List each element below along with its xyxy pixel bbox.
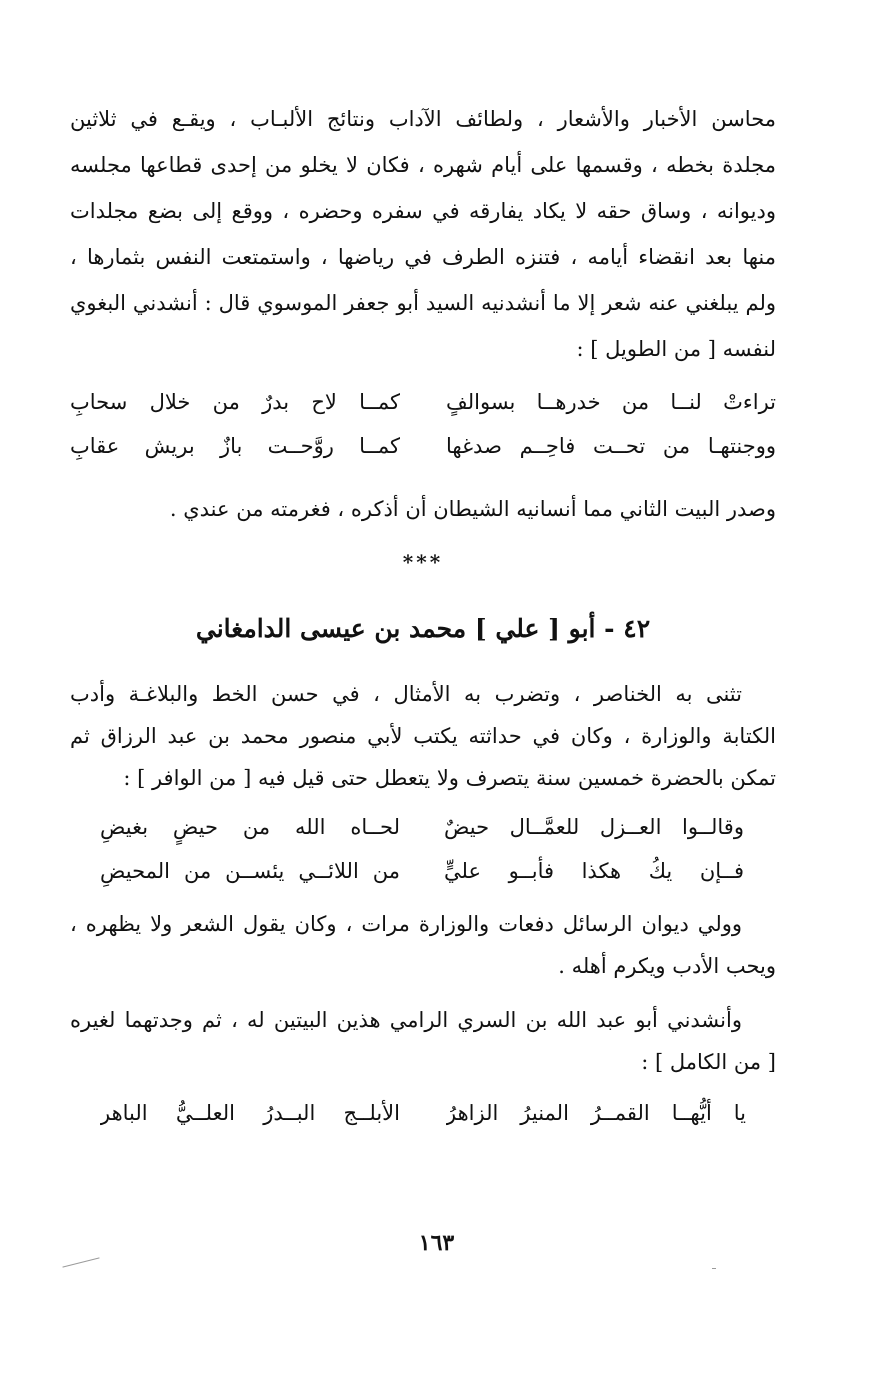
paragraph-2 <box>70 486 776 532</box>
verse-first-hemistich: وقالــوا العــزل للعمَّــال حيضٌ <box>444 815 744 839</box>
text-line: وأنشدني أبو عبد الله بن السري الرامي هذين البيتين له ، ثم وجدتهما لغيره <box>70 1008 742 1032</box>
paragraph-4 <box>70 903 776 987</box>
paragraph-3 <box>70 673 776 799</box>
verse-second-hemistich: كمــا لاح بدرٌ من خلال سحابِ <box>70 390 400 414</box>
verse-line <box>100 805 744 849</box>
text-line: وصدر البيت الثاني مما أنسانيه الشيطان أن أذكره ، فغرمته من عندي . <box>169 497 776 521</box>
text-line: لنفسه [ من الطويل ] : <box>576 337 776 361</box>
verse-line <box>70 424 776 468</box>
poem-verses-2 <box>70 805 776 893</box>
book-page <box>70 96 776 1135</box>
verse-second-hemistich: الأبلــج البــدرُ العلــيُّ الباهر <box>100 1101 400 1125</box>
page-number: ١٦٣ <box>418 1230 455 1256</box>
text-line: الكتابة والوزارة ، وكان في حداثته يكتب لأبي منصور محمد بن عبد الرزاق ثم <box>70 724 776 748</box>
text-line: وديوانه ، وساق حقه لا يكاد يفارقه في سفره وحضره ، ووقع إلى بضع مجلدات <box>70 199 776 223</box>
text-line: تثنى به الخناصر ، وتضرب به الأمثال ، في حسن الخط والبلاغـة وأدب <box>70 682 742 706</box>
scan-mark <box>712 1268 716 1269</box>
section-separator: *** <box>402 550 444 574</box>
poem-verses-1 <box>70 380 776 468</box>
verse-first-hemistich: تراءتْ لنــا من خدرهــا بسوالفٍ <box>446 390 776 414</box>
text-line: منها بعد انقضاء أيامه ، فتنزه الطرف في رياضها ، واستمتعت النفس بثمارها ، <box>70 245 776 269</box>
text-line: تمكن بالحضرة خمسين سنة يتصرف ولا يتعطل حتى قيل فيه [ من الوافر ] : <box>123 766 776 790</box>
verse-first-hemistich: يا أيُّهــا القمــرُ المنيرُ الزاهرُ <box>446 1101 746 1125</box>
verse-first-hemistich: فــإن يكُ هكذا فأبــو عليٍّ <box>444 859 744 883</box>
verse-second-hemistich: كمــا روَّحــت بازٌ بريش عقابِ <box>70 434 400 458</box>
text-line: [ من الكامل ] : <box>641 1050 776 1074</box>
verse-line <box>100 849 744 893</box>
section-heading: ٤٢ - أبو [ علي ] محمد بن عيسى الدامغاني <box>195 614 651 643</box>
verse-line <box>100 1091 746 1135</box>
text-line: مجلدة بخطه ، وقسمها على أيام شهره ، فكان لا يخلو من إحدى قطاعها مجلسه <box>70 153 776 177</box>
verse-line <box>70 380 776 424</box>
verse-second-hemistich: من اللائــي يئســن من المحيضِ <box>100 859 400 883</box>
scan-mark <box>62 1257 99 1267</box>
text-line: محاسن الأخبار والأشعار ، ولطائف الآداب ونتائج الألبـاب ، ويقـع في ثلاثين <box>70 107 776 131</box>
text-line: وولي ديوان الرسائل دفعات والوزارة مرات ، وكان يقول الشعر ولا يظهره ، <box>70 912 742 936</box>
verse-first-hemistich: ووجنتهـا من تحــت فاحِــم صدغها <box>446 434 776 458</box>
poem-verses-3 <box>70 1091 776 1135</box>
verse-second-hemistich: لحــاه الله من حيضٍ بغيضِ <box>100 815 400 839</box>
text-line: ولم يبلغني عنه شعر إلا ما أنشدنيه السيد أبو جعفر الموسوي قال : أنشدني البغوي <box>70 291 776 315</box>
paragraph-1 <box>70 96 776 372</box>
paragraph-5 <box>70 999 776 1083</box>
text-line: ويحب الأدب ويكرم أهله . <box>558 954 776 978</box>
